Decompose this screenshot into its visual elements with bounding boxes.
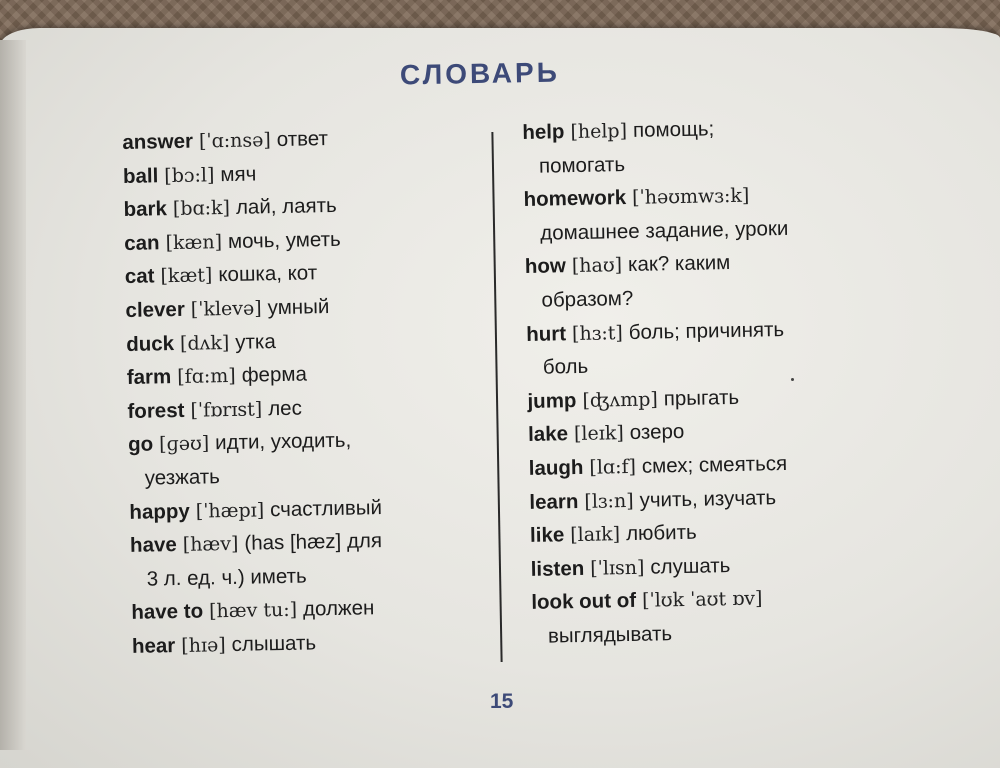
entry-translation: боль; причинять [628,317,785,344]
entry-translation: ферма [241,362,308,387]
dictionary-entry [124,222,377,260]
entry-word: learn [529,489,579,514]
entry-translation: как? каким [627,251,731,277]
entry-translation: умный [267,295,330,320]
page-number: 15 [490,690,514,713]
dictionary-entry [127,356,380,394]
ink-speck [791,378,794,381]
entry-translation: мяч [220,162,257,186]
entry-word: can [124,231,160,255]
entry-translation-continuation: образом? [541,286,634,312]
entry-translation: кошка, кот [218,261,318,287]
dictionary-entry [529,480,794,519]
entry-transcription: [hæv] [182,532,239,557]
entry-translation: помощь; [632,117,715,142]
entry-translation-continuation: 3 л. ед. ч.) иметь [146,564,307,591]
entry-transcription: [bɔ:l] [164,163,215,187]
entry-translation: должен [302,596,375,621]
entry-transcription: [kæt] [160,264,213,288]
dictionary-entry [125,289,378,327]
entry-word: go [127,432,154,457]
entry-word: like [529,523,565,548]
entry-translation-continuation: помогать [538,152,626,178]
entry-translation: лай, лаять [235,194,337,220]
entry-transcription: [leɪk] [573,422,624,446]
entry-transcription: [dʌk] [179,331,230,355]
dictionary-entry [126,323,379,361]
entry-transcription: [ˈfɒrɪst] [190,398,263,422]
entry-word: how [524,254,567,279]
dictionary-column-right [522,111,796,653]
entry-translation-continuation: домашнее задание, уроки [540,216,789,245]
entry-word: hurt [525,321,567,346]
entry-transcription: [fɑ:m] [177,365,236,389]
dictionary-entry [530,514,795,553]
dictionary-entry [526,312,791,351]
entry-translation: мочь, уметь [227,227,341,253]
dictionary-entry [130,524,383,562]
entry-transcription: [haʊ] [571,254,623,278]
entry-transcription: [ˈhəʊmwɜ:k] [631,184,750,210]
entry-transcription: [ˈklevə] [190,297,262,321]
entry-translation: любить [625,520,697,546]
entry-transcription: [kæn] [165,230,223,254]
dictionary-entry [523,178,788,217]
entry-word: farm [126,365,172,390]
entry-transcription: [hæv tu:] [208,599,298,623]
entry-transcription: [ʤʌmp] [582,388,659,412]
entry-transcription: [ˈlʊk ˈaʊt ɒv] [641,587,763,613]
entry-translation: ответ [276,127,329,152]
entry-transcription: [bɑ:k] [172,197,231,221]
dictionary-entry [127,390,380,428]
entry-transcription: [laɪk] [570,523,621,547]
entry-word: look out of [531,589,637,615]
entry-word: have [129,533,178,558]
entry-translation: смех; смеяться [641,451,788,478]
entry-word: bark [123,197,168,222]
entry-word: laugh [528,455,584,480]
entry-word: lake [527,422,569,447]
entry-transcription: [lɜ:n] [584,489,634,513]
entry-translation: (has [hæz] для [244,529,383,555]
entry-transcription: [hɪə] [181,634,226,657]
dictionary-entry [530,548,795,587]
entry-word: ball [122,163,159,188]
dictionary-entry [123,188,376,226]
dictionary-entry [125,256,378,294]
entry-word: jump [527,388,577,413]
entry-translation: утка [235,329,276,354]
entry-word: cat [124,264,155,289]
page-title: СЛОВАРЬ [399,56,561,91]
entry-word: listen [530,556,585,581]
entry-word: duck [125,331,175,356]
entry-transcription: [ˈhæpɪ] [195,498,265,523]
entry-transcription: [help] [570,119,628,144]
entry-translation-continuation: выглядывать [547,622,673,648]
entry-translation-continuation: боль [542,354,589,379]
dictionary-entry [531,581,796,620]
dictionary-column-left [122,121,385,663]
entry-translation: прыгать [663,385,740,411]
entry-translation: идти, уходить, [214,429,352,455]
entry-translation: счастливый [269,495,383,521]
entry-transcription: [ɡəʊ] [158,432,210,456]
entry-translation-continuation: уезжать [144,465,221,490]
dictionary-entry [128,423,381,461]
entry-word: hear [131,633,176,658]
dictionary-entry [522,111,787,150]
entry-word: clever [125,297,186,322]
dictionary-entry [122,121,375,159]
dictionary-entry [528,447,793,486]
entry-word: homework [523,186,627,212]
entry-word: answer [122,129,194,154]
entry-translation: учить, изучать [639,485,777,512]
entry-word: happy [129,499,190,524]
entry-translation: лес [267,396,303,420]
dictionary-entry [525,245,790,284]
entry-translation: слышать [231,631,317,656]
dictionary-entry [527,380,792,419]
dictionary-entry [123,155,376,193]
dictionary-entry [528,413,793,452]
dictionary-entry [129,491,382,529]
entry-translation: озеро [629,420,685,445]
entry-word: have to [131,599,204,625]
entry-transcription: [ˈɑ:nsə] [198,129,272,153]
entry-word: forest [127,398,185,423]
dictionary-entry [132,625,385,663]
entry-word: help [522,120,565,144]
dictionary-entry [131,591,384,629]
entry-transcription: [lɑ:f] [589,455,637,479]
entry-transcription: [ˈlɪsn] [590,556,645,580]
entry-translation: слушать [650,553,731,579]
entry-transcription: [hɜ:t] [571,321,624,345]
page-edge [0,40,26,750]
